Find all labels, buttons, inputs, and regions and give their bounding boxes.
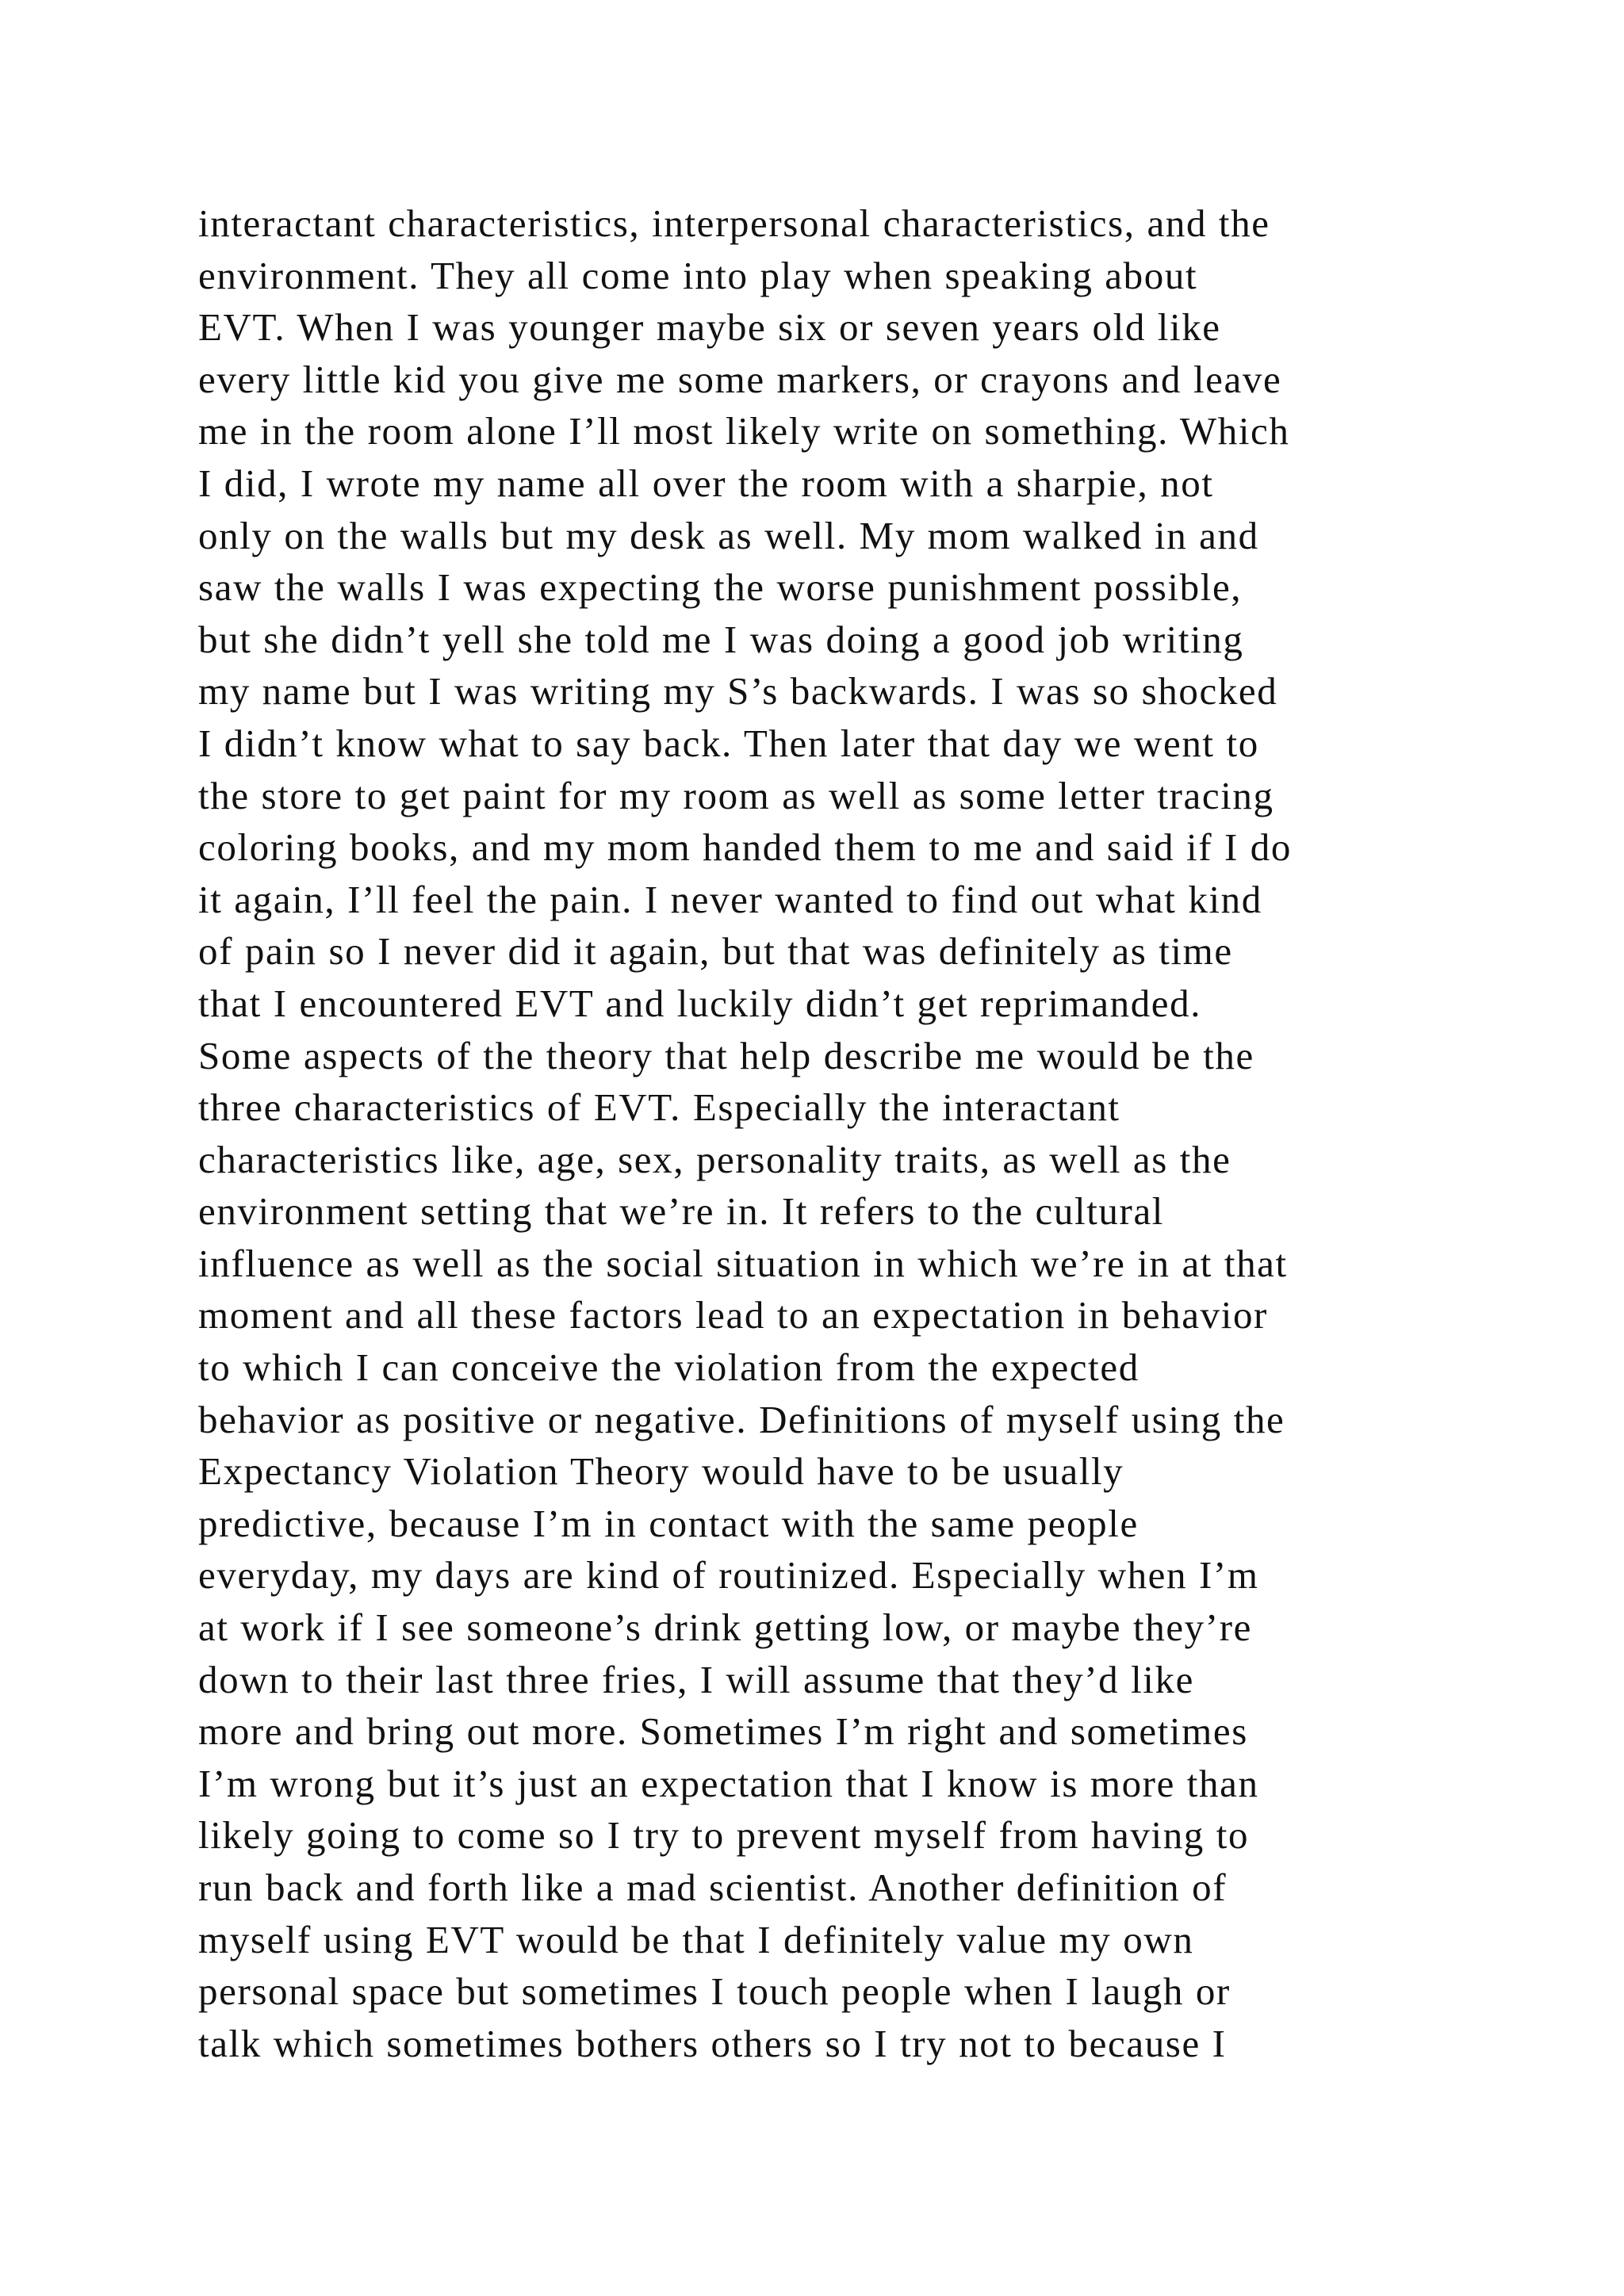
text-line: moment and all these factors lead to an expectation in behavior	[198, 1293, 1268, 1337]
text-line: my name but I was writing my S’s backwards. I was so shocked	[198, 669, 1278, 714]
text-line: Expectancy Violation Theory would have to be usually	[198, 1449, 1124, 1494]
text-line: of pain so I never did it again, but that was definitely as time	[198, 929, 1233, 974]
text-line: but she didn’t yell she told me I was doing a good job writing	[198, 617, 1244, 661]
text-line: three characteristics of EVT. Especially the interactant	[198, 1085, 1120, 1130]
text-line: environment setting that we’re in. It refers to the cultural	[198, 1189, 1165, 1234]
text-line: I’m wrong but it’s just an expectation that I know is more than	[198, 1761, 1259, 1805]
text-line: I did, I wrote my name all over the room with a sharpie, not	[198, 461, 1214, 505]
text-line: influence as well as the social situation in which we’re in at that	[198, 1241, 1288, 1285]
text-line: interactant characteristics, interpersonal characteristics, and the	[198, 201, 1270, 245]
text-line: the store to get paint for my room as well as some letter tracing	[198, 773, 1274, 817]
text-line: me in the room alone I’ll most likely write on something. Which	[198, 409, 1290, 453]
text-line: I didn’t know what to say back. Then later that day we went to	[198, 721, 1259, 765]
text-line: personal space but sometimes I touch people when I laugh or	[198, 1969, 1231, 2014]
text-line: behavior as positive or negative. Definitions of myself using the	[198, 1397, 1285, 1441]
text-line: at work if I see someone’s drink getting low, or maybe they’re	[198, 1605, 1252, 1650]
text-line: run back and forth like a mad scientist. Another definition of	[198, 1866, 1228, 1909]
text-line: that I encountered EVT and luckily didn’t get reprimanded.	[198, 981, 1202, 1025]
body-text	[198, 197, 1451, 2069]
text-line: down to their last three fries, I will assume that they’d like	[198, 1657, 1194, 1701]
text-line: characteristics like, age, sex, personality traits, as well as the	[198, 1137, 1231, 1181]
text-line: to which I can conceive the violation from the expected	[198, 1345, 1139, 1390]
text-line: likely going to come so I try to prevent myself from having to	[198, 1813, 1250, 1858]
text-line: more and bring out more. Sometimes I’m right and sometimes	[198, 1709, 1248, 1754]
text-line: environment. They all come into play when speaking about	[198, 253, 1198, 297]
text-line: every little kid you give me some markers, or crayons and leave	[198, 357, 1282, 401]
text-line: it again, I’ll feel the pain. I never wanted to find out what kind	[198, 877, 1262, 921]
text-line: only on the walls but my desk as well. My mom walked in and	[198, 513, 1259, 557]
text-line: coloring books, and my mom handed them to me and said if I do	[198, 825, 1292, 870]
text-line: everyday, my days are kind of routinized. Especially when I’m	[198, 1553, 1259, 1598]
text-line: myself using EVT would be that I definitely value my own	[198, 1917, 1194, 1961]
text-line: saw the walls I was expecting the worse punishment possible,	[198, 565, 1243, 610]
text-line: talk which sometimes bothers others so I try not to because I	[198, 2021, 1227, 2065]
text-line: Some aspects of the theory that help describe me would be the	[198, 1033, 1254, 1077]
text-line: predictive, because I’m in contact with the same people	[198, 1501, 1139, 1545]
text-line: EVT. When I was younger maybe six or seven years old like	[198, 305, 1221, 350]
